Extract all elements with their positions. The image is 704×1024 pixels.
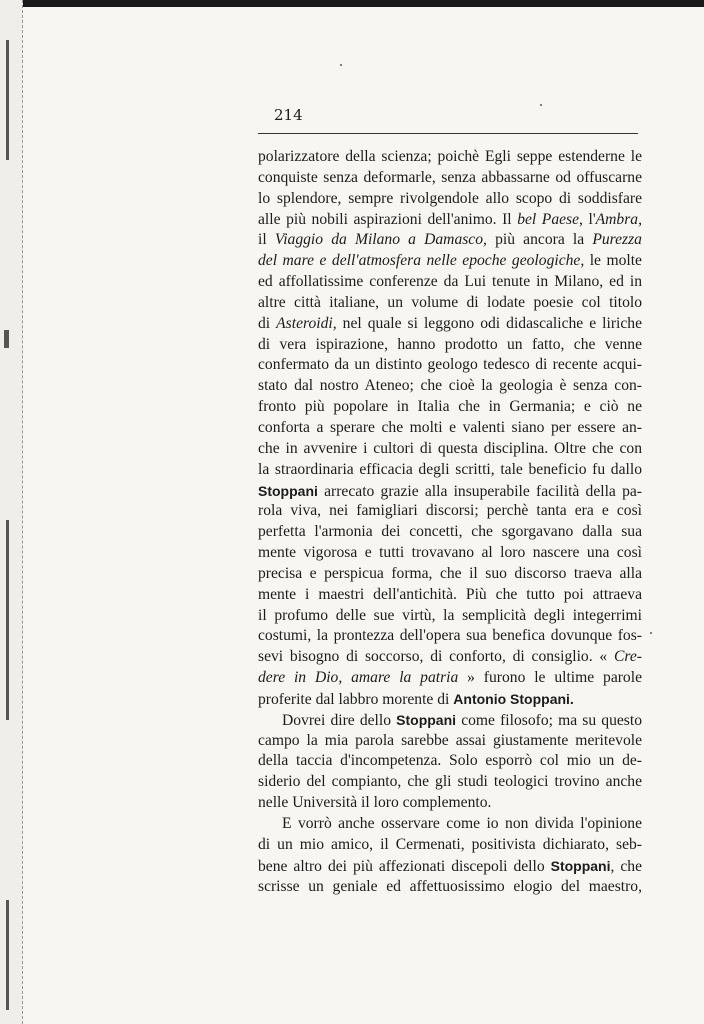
text-span: di <box>258 314 277 332</box>
text-line <box>258 877 642 898</box>
italic-title: Ambra, <box>595 210 642 228</box>
text-span: confermato da un distinto geologo tedesco di recente acqui- <box>258 356 642 374</box>
gutter-mark <box>6 40 9 160</box>
text-line <box>258 251 642 272</box>
text-span: nel quale si leggono odi didascaliche e liriche <box>336 314 642 332</box>
text-span: altre città italiane, un volume di lodate poesie col titolo <box>258 293 642 311</box>
text-span: E vorrò anche osservare come io non divida l'opinione <box>282 815 642 832</box>
italic-title: Viaggio da Milano a Damasco, <box>274 231 487 249</box>
text-span: ed affollatissime conferenze da Lui tenute in Milano, ed in <box>258 273 642 291</box>
text-line <box>258 147 642 168</box>
person-name: Stoppani <box>396 711 457 728</box>
text-span: la straordinaria efficacia degli scritti, tale beneficio fu dallo <box>258 460 642 478</box>
text-span: di vera ispirazione, hanno prodotto un fatto, che venne <box>258 335 642 353</box>
text-line <box>258 501 642 522</box>
text-line <box>258 793 642 814</box>
text-line <box>258 626 642 647</box>
text-line <box>258 230 642 251</box>
paper-speck <box>540 104 542 106</box>
person-name: Stoppani <box>258 482 318 499</box>
text-span: mente vigorosa e tutti trovavano al loro nascere una così <box>258 544 642 562</box>
text-line <box>258 772 642 793</box>
text-line <box>258 731 642 752</box>
text-line <box>258 522 642 543</box>
gutter-mark <box>6 900 9 1010</box>
text-line <box>258 376 642 397</box>
italic-title: dere in Dio, amare la patria <box>258 669 459 687</box>
text-span: perfetta l'armonia dei concetti, che sgorgavano dalla sua <box>258 523 642 541</box>
italic-title: del mare e dell'atmosfera nelle epoche geologiche, <box>258 252 585 270</box>
header-rule <box>258 133 638 134</box>
text-span: proferite dal labbro morente di <box>258 690 454 708</box>
text-span: il profumo delle sue virtù, la semplicità degli integerrimi <box>258 606 642 624</box>
text-span: sevi bisogno di soccorso, di conforto, di consiglio. « <box>258 648 614 666</box>
text-span: mente i maestri dell'antichità. Più che tutto poi attraeva <box>258 585 642 603</box>
text-span: come filosofo; ma su questo <box>456 711 642 729</box>
text-line <box>258 293 642 314</box>
text-span: , che <box>610 857 643 875</box>
text-span: che in avvenire i cultori di questa disciplina. Oltre che con <box>258 439 642 457</box>
text-line <box>258 564 642 585</box>
person-name: Antonio Stoppani. <box>453 690 574 707</box>
binding-gutter <box>0 0 23 1024</box>
text-span: nelle Università il loro complemento. <box>258 794 492 812</box>
body-text <box>258 147 642 897</box>
text-span: bene altro dei più affezionati discepoli dello <box>258 857 551 875</box>
text-line <box>258 710 642 731</box>
text-line <box>258 272 642 293</box>
text-span: della taccia d'incompetenza. Solo esporrò col mio un de- <box>258 752 642 770</box>
text-line <box>258 189 642 210</box>
text-span: arrecato grazie alla insuperabile facilità della pa- <box>317 482 642 500</box>
text-span: , l' <box>579 210 596 228</box>
text-line <box>258 814 642 835</box>
text-span: alle più nobili aspirazioni dell'animo. Il <box>258 210 518 228</box>
paper-speck <box>650 632 652 634</box>
gutter-mark <box>6 520 9 720</box>
text-line <box>258 585 642 606</box>
text-span: più ancora la <box>486 231 593 249</box>
text-span: polarizzatore della scienza; poichè Egli seppe estenderne le <box>258 148 642 165</box>
text-span: precisa e perspicua forma, che il suo discorso traeva alla <box>258 564 642 582</box>
italic-title: Asteroidi, <box>276 314 337 332</box>
text-span: di un mio amico, il Cermenati, positivista dichiarato, seb- <box>258 835 642 853</box>
text-line <box>258 647 642 668</box>
text-line <box>258 856 642 877</box>
text-span: le molte <box>584 252 642 270</box>
italic-title: bel Paese <box>517 210 580 228</box>
text-span: » furono le ultime parole <box>458 669 642 687</box>
text-line <box>258 689 642 710</box>
text-span: costumi, la prontezza dell'opera sua benefica dovunque fos- <box>258 627 642 645</box>
text-span: il <box>258 231 275 249</box>
italic-title: Purezza <box>592 231 642 249</box>
text-line <box>258 210 642 231</box>
text-line <box>258 314 642 335</box>
text-span: stato dal nostro Ateneo; che cioè la geologia è senza con- <box>258 377 642 395</box>
text-line <box>258 397 642 418</box>
person-name: Stoppani <box>550 857 611 874</box>
text-span: scrisse un geniale ed affettuosissimo elogio del maestro, <box>258 877 642 895</box>
text-line <box>258 439 642 460</box>
text-line <box>258 751 642 772</box>
text-span: Dovrei dire dello <box>282 711 397 729</box>
text-span: conquiste senza deformarle, senza abbassarne od offuscarne <box>258 168 642 186</box>
paper-speck <box>340 64 342 66</box>
text-line <box>258 543 642 564</box>
gutter-mark <box>4 330 9 348</box>
scan-top-border <box>0 0 704 7</box>
text-span: siderio del compianto, che gli studi teologici trovino anche <box>258 773 642 791</box>
italic-title: Cre- <box>613 648 642 666</box>
text-line <box>258 168 642 189</box>
text-line <box>258 835 642 856</box>
text-line <box>258 606 642 627</box>
text-span: rola viva, nei famigliari discorsi; perchè tanta era e così <box>258 502 642 520</box>
text-span: conforta a sperare che molti e valenti siano per essere an- <box>258 418 642 436</box>
text-line <box>258 355 642 376</box>
text-line <box>258 335 642 356</box>
text-line <box>258 481 642 502</box>
text-span: campo la mia parola sarebbe assai giustamente meritevole <box>258 731 642 749</box>
text-line <box>258 418 642 439</box>
text-line <box>258 460 642 481</box>
text-span: fronto più popolare in Italia che in Germania; e ciò ne <box>258 398 642 416</box>
text-span: lo splendore, sempre rivolgendole allo scopo di soddisfare <box>258 189 642 207</box>
page-number: 214 <box>274 106 303 124</box>
text-line <box>258 668 642 689</box>
